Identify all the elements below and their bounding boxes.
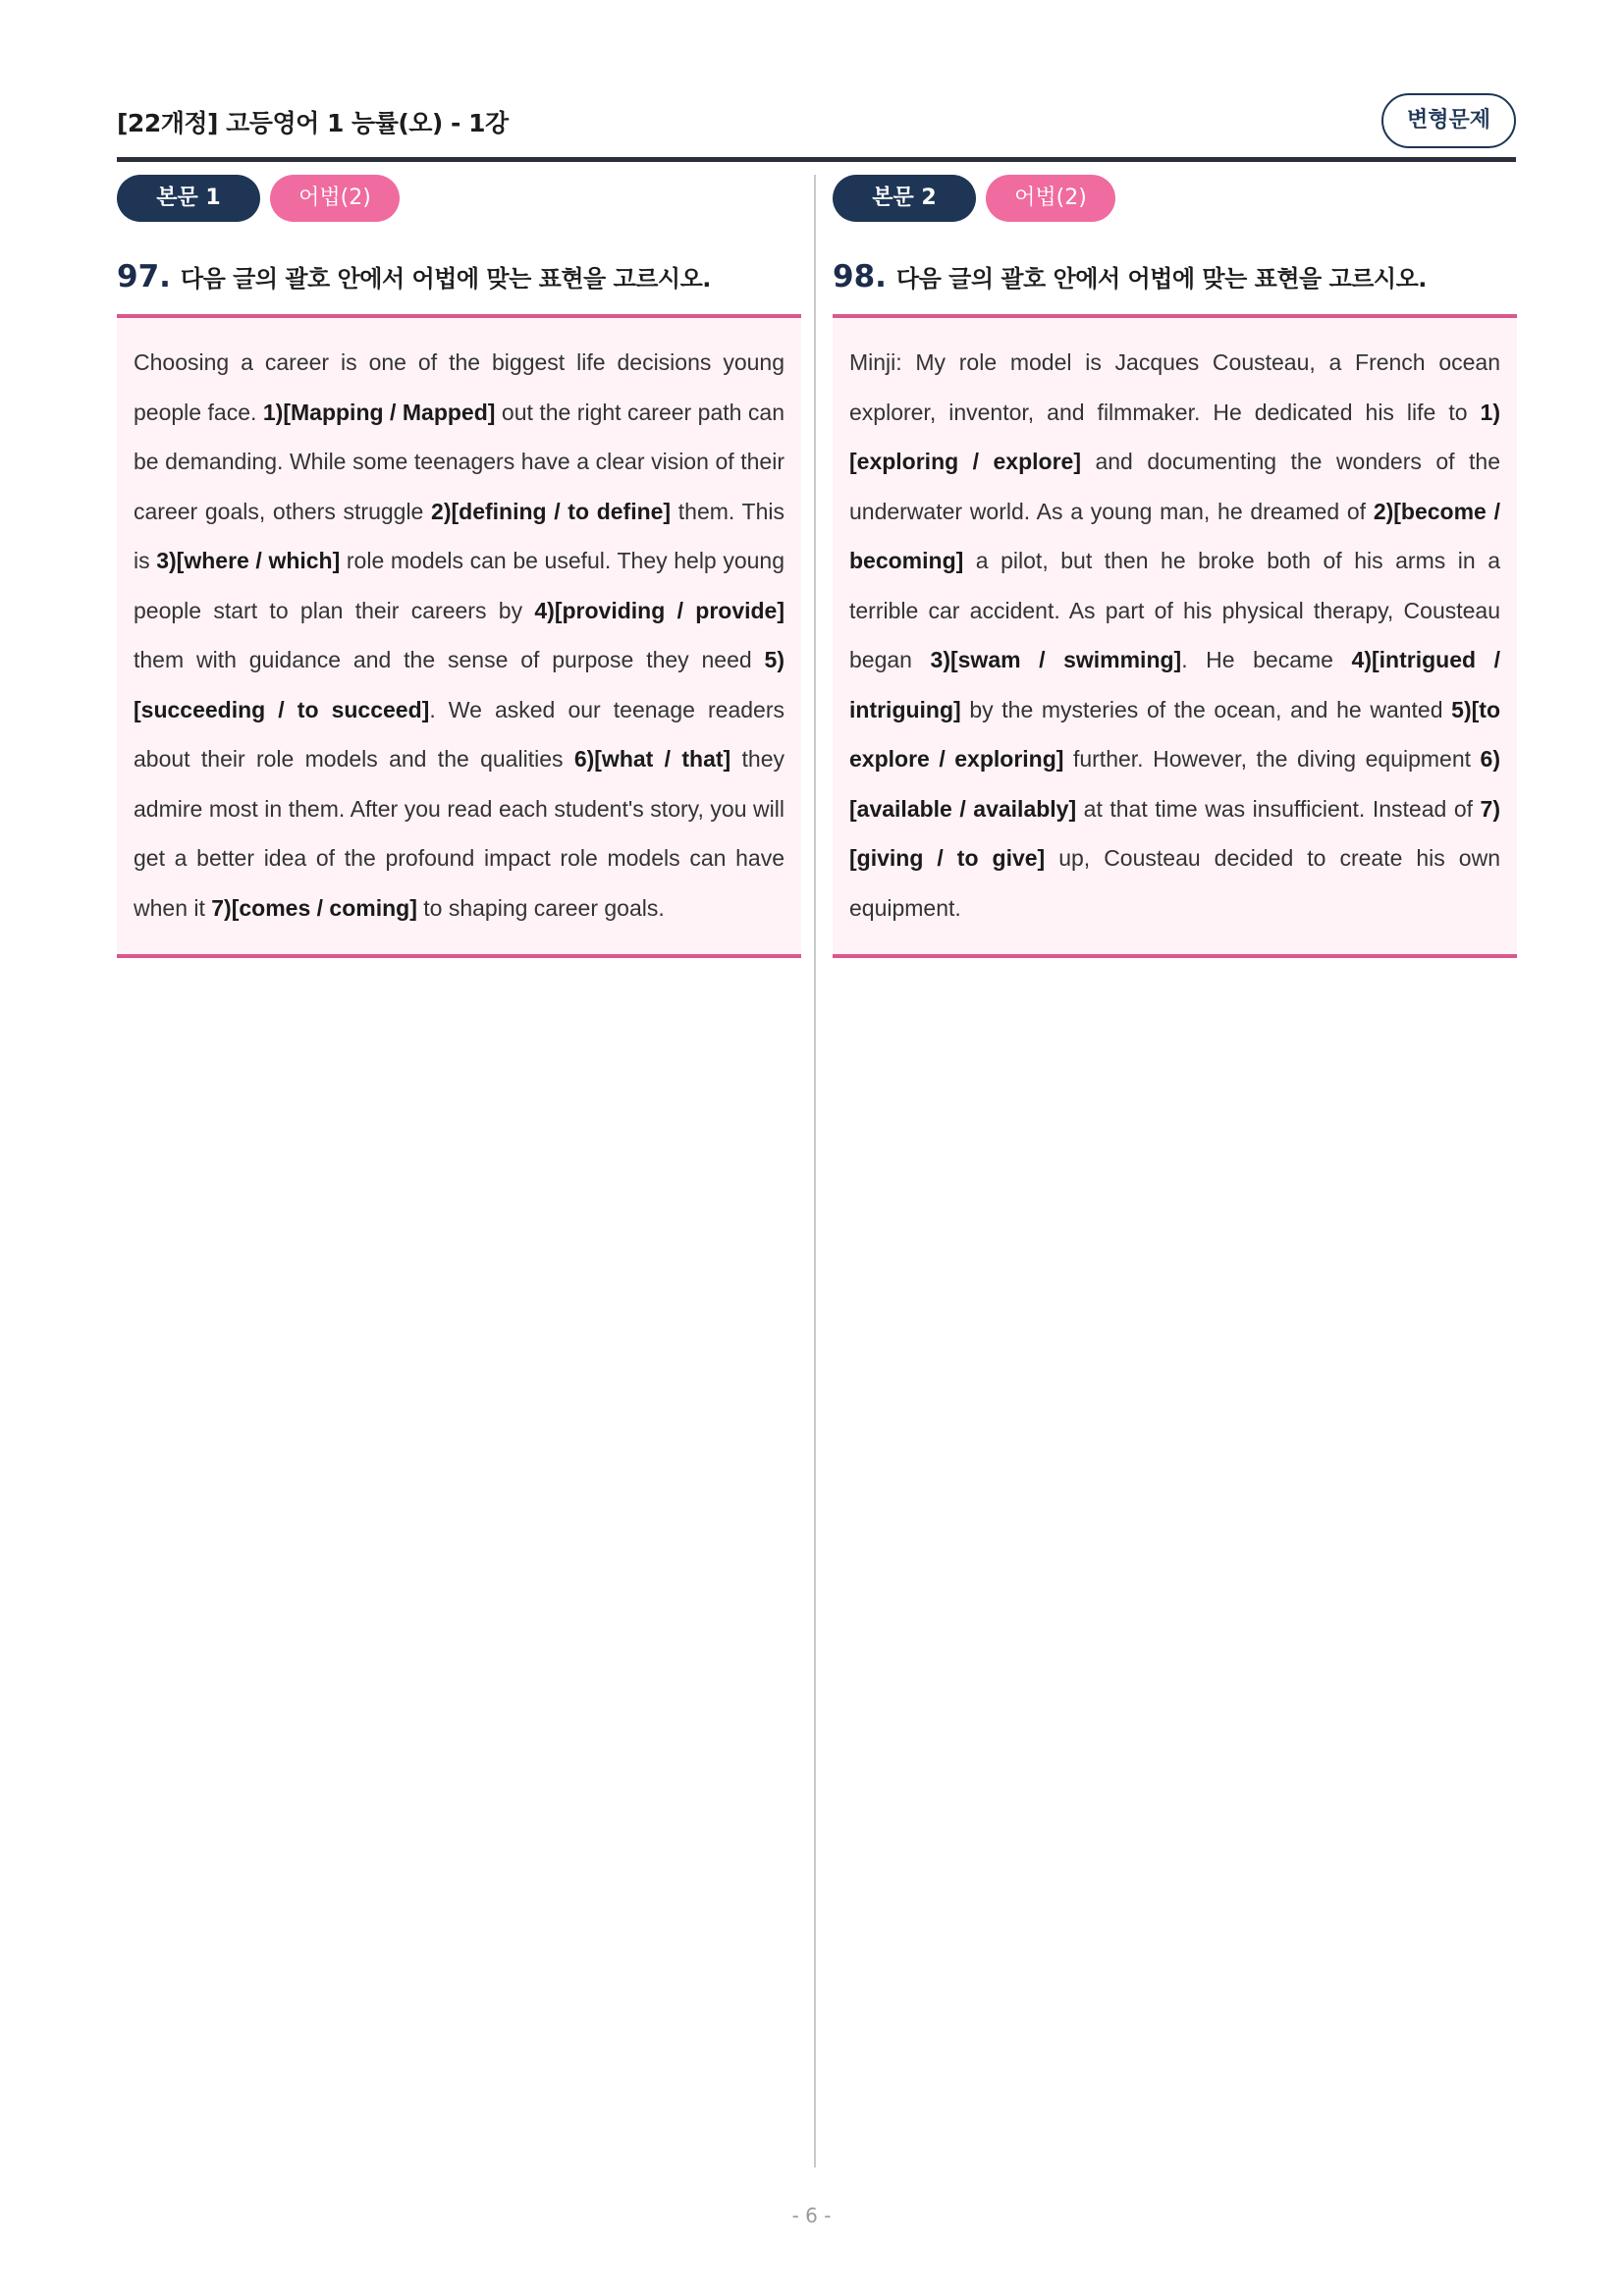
passage-tag: 본문 1 — [117, 175, 260, 222]
passage-text: . We asked our teenage readers about their role models and the qualities — [134, 696, 784, 772]
page-header — [117, 90, 1516, 162]
question-header — [117, 259, 801, 318]
passage-text: up, Cousteau decided to create his own equipment. — [849, 845, 1500, 921]
passage-text: out the right career path can be demanding. While some teenagers have a clear vision of their career goals, others struggle — [134, 399, 785, 524]
category-tag: 어법(2) — [986, 175, 1115, 222]
grammar-choice: 7)[giving / to give] — [849, 795, 1500, 871]
grammar-choice: 2)[defining / to define] — [431, 498, 672, 524]
question-instruction: 다음 글의 괄호 안에서 어법에 맞는 표현을 고르시오. — [180, 265, 711, 293]
grammar-choice: 3)[where / which] — [156, 548, 341, 573]
passage-text: and documenting the wonders of the underwater world. As a young man, he dreamed of — [849, 449, 1500, 524]
passage-text: them with guidance and the sense of purpose they need — [134, 647, 765, 672]
passage-text: . He became — [1181, 647, 1352, 672]
grammar-choice: 2)[become / becoming] — [849, 498, 1500, 573]
grammar-choice: 4)[intrigued / intriguing] — [849, 647, 1500, 722]
passage-text: to shaping career goals. — [416, 894, 665, 921]
passage-text: a pilot, but then he broke both of his arms in a terrible car accident. As part of his physical therapy, Cousteau began — [849, 548, 1500, 672]
passage-tag: 본문 2 — [833, 175, 976, 222]
category-tag: 어법(2) — [270, 175, 400, 222]
grammar-choice: 7)[comes / coming] — [211, 894, 417, 921]
question-98 — [833, 175, 1517, 958]
passage-box — [117, 318, 801, 958]
question-97 — [117, 175, 801, 958]
grammar-choice: 6)[what / that] — [573, 746, 731, 772]
page-title: [22개정] 고등영어 1 능률(오) - 1강 — [117, 109, 509, 137]
grammar-choice: 1)[Mapping / Mapped] — [262, 399, 496, 425]
passage-text: further. However, the diving equipment — [1063, 746, 1481, 772]
question-header — [833, 259, 1517, 318]
grammar-choice: 3)[swam / swimming] — [930, 647, 1182, 672]
passage-text: they admire most in them. After you read each student's story, you will get a better idea of the profound impact role models can have when it — [134, 746, 784, 921]
passage-box — [833, 318, 1517, 958]
question-tags — [117, 175, 801, 222]
question-number: 98. — [833, 259, 887, 294]
passage-text: Minji: My role model is Jacques Cousteau, a French ocean explorer, inventor, and filmmaker. He dedicated his life to — [849, 349, 1500, 425]
passage-text: role models can be useful. They help young people start to plan their careers by — [134, 548, 785, 623]
column-divider — [814, 175, 816, 2167]
question-instruction: 다음 글의 괄호 안에서 어법에 맞는 표현을 고르시오. — [895, 265, 1427, 293]
page-number: - 6 - — [791, 2204, 832, 2227]
passage-text: at that time was insufficient. Instead of — [1076, 795, 1481, 822]
grammar-choice: 5)[succeeding / to succeed] — [134, 647, 784, 722]
question-type-badge: 변형문제 — [1381, 93, 1516, 148]
passage-text: by the mysteries of the ocean, and he wanted — [960, 696, 1452, 722]
question-tags — [833, 175, 1517, 222]
passage-text: them. This is — [134, 498, 785, 573]
passage-text: Choosing a career is one of the biggest life decisions young people face. — [134, 349, 784, 425]
grammar-choice: 5)[to explore / exploring] — [849, 696, 1500, 772]
grammar-choice: 4)[providing / provide] — [534, 597, 784, 623]
grammar-choice: 1)[exploring / explore] — [849, 399, 1500, 474]
grammar-choice: 6)[available / availably] — [849, 746, 1500, 822]
question-number: 97. — [117, 259, 171, 294]
